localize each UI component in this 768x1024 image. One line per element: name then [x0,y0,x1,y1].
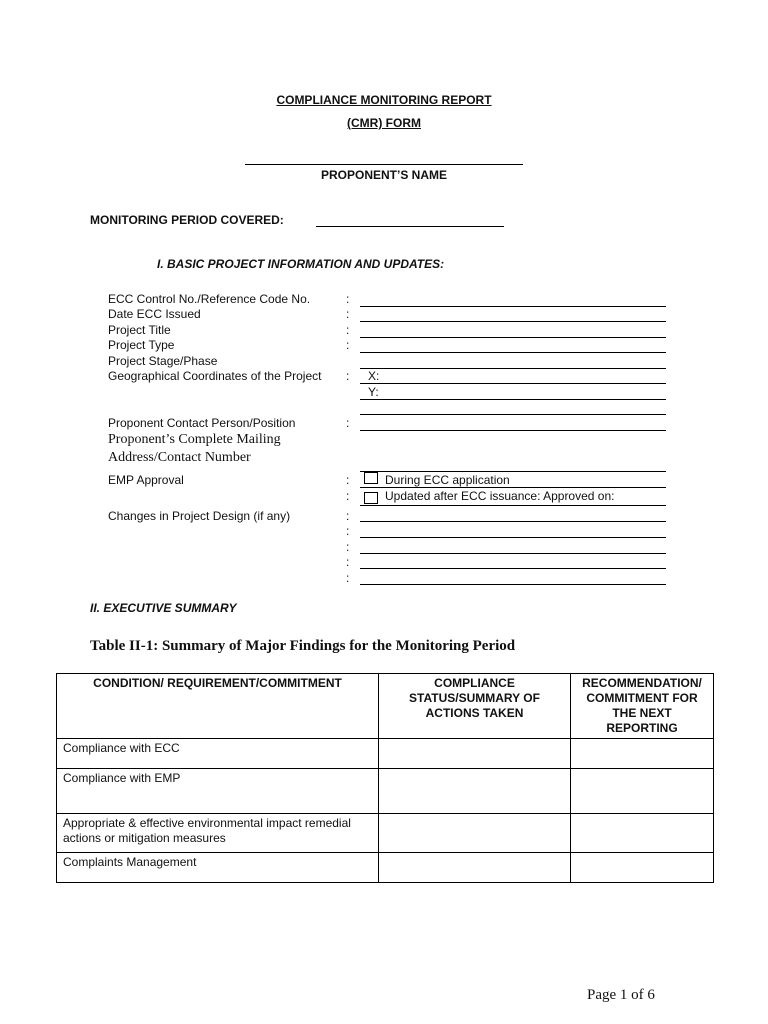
emp-option1-line [360,487,666,488]
changes-design-line[interactable] [360,568,666,569]
project-title-label: Project Title [108,323,171,337]
report-subtitle: (CMR) FORM [347,116,421,130]
compliance-status-cell[interactable] [379,853,571,883]
emp-top-line [360,471,666,472]
table-row [57,769,714,814]
recommendation-cell[interactable] [571,769,714,814]
contact-person-line[interactable] [360,430,666,431]
extra-line[interactable] [360,414,666,415]
monitoring-period-line[interactable] [316,226,504,227]
coord-y-line[interactable] [360,399,666,400]
row-label-emp: Compliance with EMP [57,769,379,814]
coord-x-label: X: [368,369,380,383]
colon: : [346,571,350,585]
changes-design-label: Changes in Project Design (if any) [108,509,291,523]
project-type-label: Project Type [108,338,175,352]
recommendation-cell[interactable] [571,739,714,769]
emp-option2-line[interactable] [360,505,666,506]
colon: : [346,524,350,538]
proponent-name-label: PROPONENT’S NAME [320,168,447,182]
compliance-status-cell[interactable] [379,814,571,853]
column-header-recommendation: RECOMMENDATION/ COMMITMENT FOR THE NEXT REPORTING [571,674,714,739]
colon: : [346,489,350,503]
colon: : [346,292,350,306]
table-row [57,853,714,883]
changes-design-line[interactable] [360,553,666,554]
colon: : [346,540,350,554]
compliance-status-cell[interactable] [379,739,571,769]
colon: : [346,338,350,352]
contact-person-label: Proponent Contact Person/Position [108,416,296,430]
ecc-control-label: ECC Control No./Reference Code No. [108,292,311,306]
row-label-complaints: Complaints Management [57,853,379,883]
emp-during-ecc-checkbox[interactable] [364,472,378,484]
project-stage-line[interactable] [360,368,666,369]
mailing-address-label-2: Address/Contact Number [108,450,251,465]
changes-design-line[interactable] [360,521,666,522]
section1-heading: I. BASIC PROJECT INFORMATION AND UPDATES: [157,257,445,271]
project-type-line[interactable] [360,352,666,353]
emp-option-updated: Updated after ECC issuance: Approved on: [385,489,615,503]
emp-updated-checkbox[interactable] [364,492,378,504]
coord-x-line[interactable] [360,383,666,384]
changes-design-line[interactable] [360,584,666,585]
table-caption: Table II-1: Summary of Major Findings for the Monitoring Period [90,638,516,654]
table-header-row [57,674,714,739]
recommendation-cell[interactable] [571,814,714,853]
report-title: COMPLIANCE MONITORING REPORT [276,93,492,107]
colon: : [346,323,350,337]
colon: : [346,369,350,383]
emp-option-during-ecc: During ECC application [385,473,510,487]
project-title-line[interactable] [360,337,666,338]
date-ecc-line[interactable] [360,321,666,322]
emp-approval-label: EMP Approval [108,473,184,487]
column-header-compliance-status: COMPLIANCE STATUS/SUMMARY OF ACTIONS TAKEN [379,674,571,739]
colon: : [346,555,350,569]
mailing-address-label-1: Proponent’s Complete Mailing [108,432,281,447]
colon: : [346,473,350,487]
coord-y-label: Y: [368,385,379,399]
recommendation-cell[interactable] [571,853,714,883]
findings-table [56,673,714,883]
table-row [57,814,714,853]
compliance-status-cell[interactable] [379,769,571,814]
column-header-condition: CONDITION/ REQUIREMENT/COMMITMENT [57,674,379,739]
project-stage-label: Project Stage/Phase [108,354,218,368]
colon: : [346,307,350,321]
table-row [57,739,714,769]
geo-coords-label: Geographical Coordinates of the Project [108,369,322,383]
page-number: Page 1 of 6 [587,987,655,1003]
date-ecc-label: Date ECC Issued [108,307,201,321]
colon: : [346,416,350,430]
section2-heading: II. EXECUTIVE SUMMARY [90,601,237,615]
row-label-remedial-actions: Appropriate & effective environmental impact remedial actions or mitigation measures [57,814,379,853]
changes-design-line[interactable] [360,537,666,538]
ecc-control-line[interactable] [360,306,666,307]
monitoring-period-label: MONITORING PERIOD COVERED: [90,213,284,227]
row-label-ecc: Compliance with ECC [57,739,379,769]
proponent-name-line[interactable] [245,164,523,165]
colon: : [346,509,350,523]
